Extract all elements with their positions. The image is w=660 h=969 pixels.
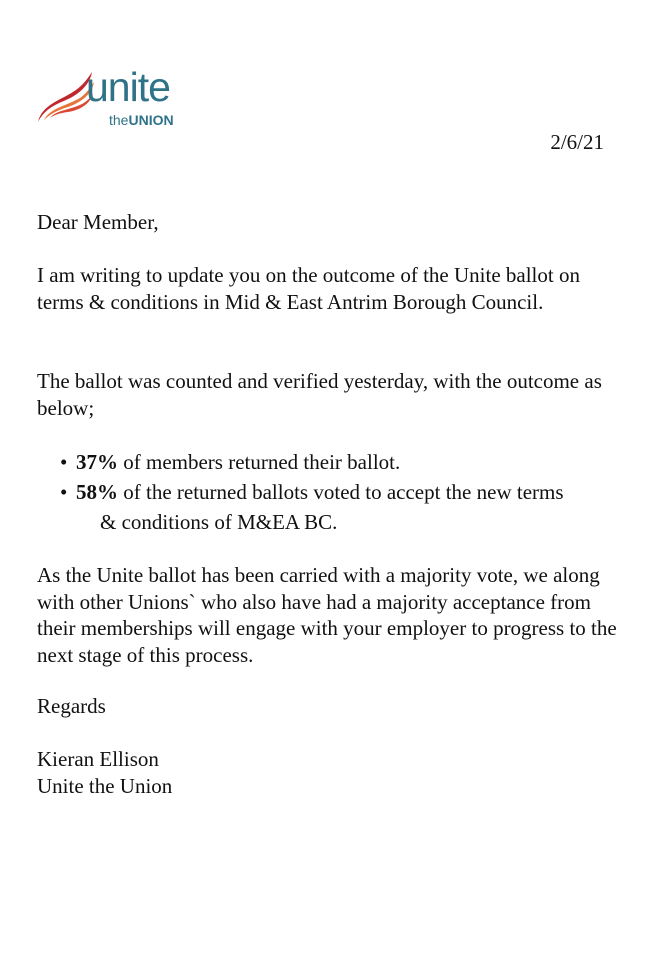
- turnout-percent: 37%: [76, 450, 118, 474]
- paragraph-outcome: The ballot was counted and verified yesterday, with the outcome as below;: [37, 369, 602, 420]
- list-item: [60, 477, 630, 537]
- unite-logo: [36, 64, 181, 132]
- list-item-text: of the returned ballots voted to accept the new terms: [118, 480, 564, 504]
- list-item-text: of members returned their ballot.: [118, 450, 401, 474]
- salutation: Dear Member,: [37, 210, 159, 234]
- list-item: [60, 447, 630, 477]
- list-item-continuation: & conditions of M&EA BC.: [100, 510, 338, 534]
- paragraph-conclusion: As the Unite ballot has been carried with a majority vote, we along with other Unions` who also have had a majority acceptance from their memberships will engage with your employer to progress to the next stage of this process.: [37, 563, 617, 667]
- letter-date: 2/6/21: [550, 130, 604, 154]
- paragraph-intro: I am writing to update you on the outcome of the Unite ballot on terms & conditions in Mid & East Antrim Borough Council.: [37, 263, 580, 314]
- bullet-icon: •: [60, 450, 68, 474]
- logo-subtitle: theUNION: [109, 112, 174, 128]
- signature-org: Unite the Union: [37, 774, 173, 798]
- logo-wordmark: unite: [86, 64, 170, 110]
- accept-percent: 58%: [76, 480, 118, 504]
- bullet-icon: •: [60, 480, 68, 504]
- signature-name: Kieran Ellison: [37, 747, 159, 771]
- closing: Regards: [37, 694, 106, 718]
- results-list: [60, 447, 630, 537]
